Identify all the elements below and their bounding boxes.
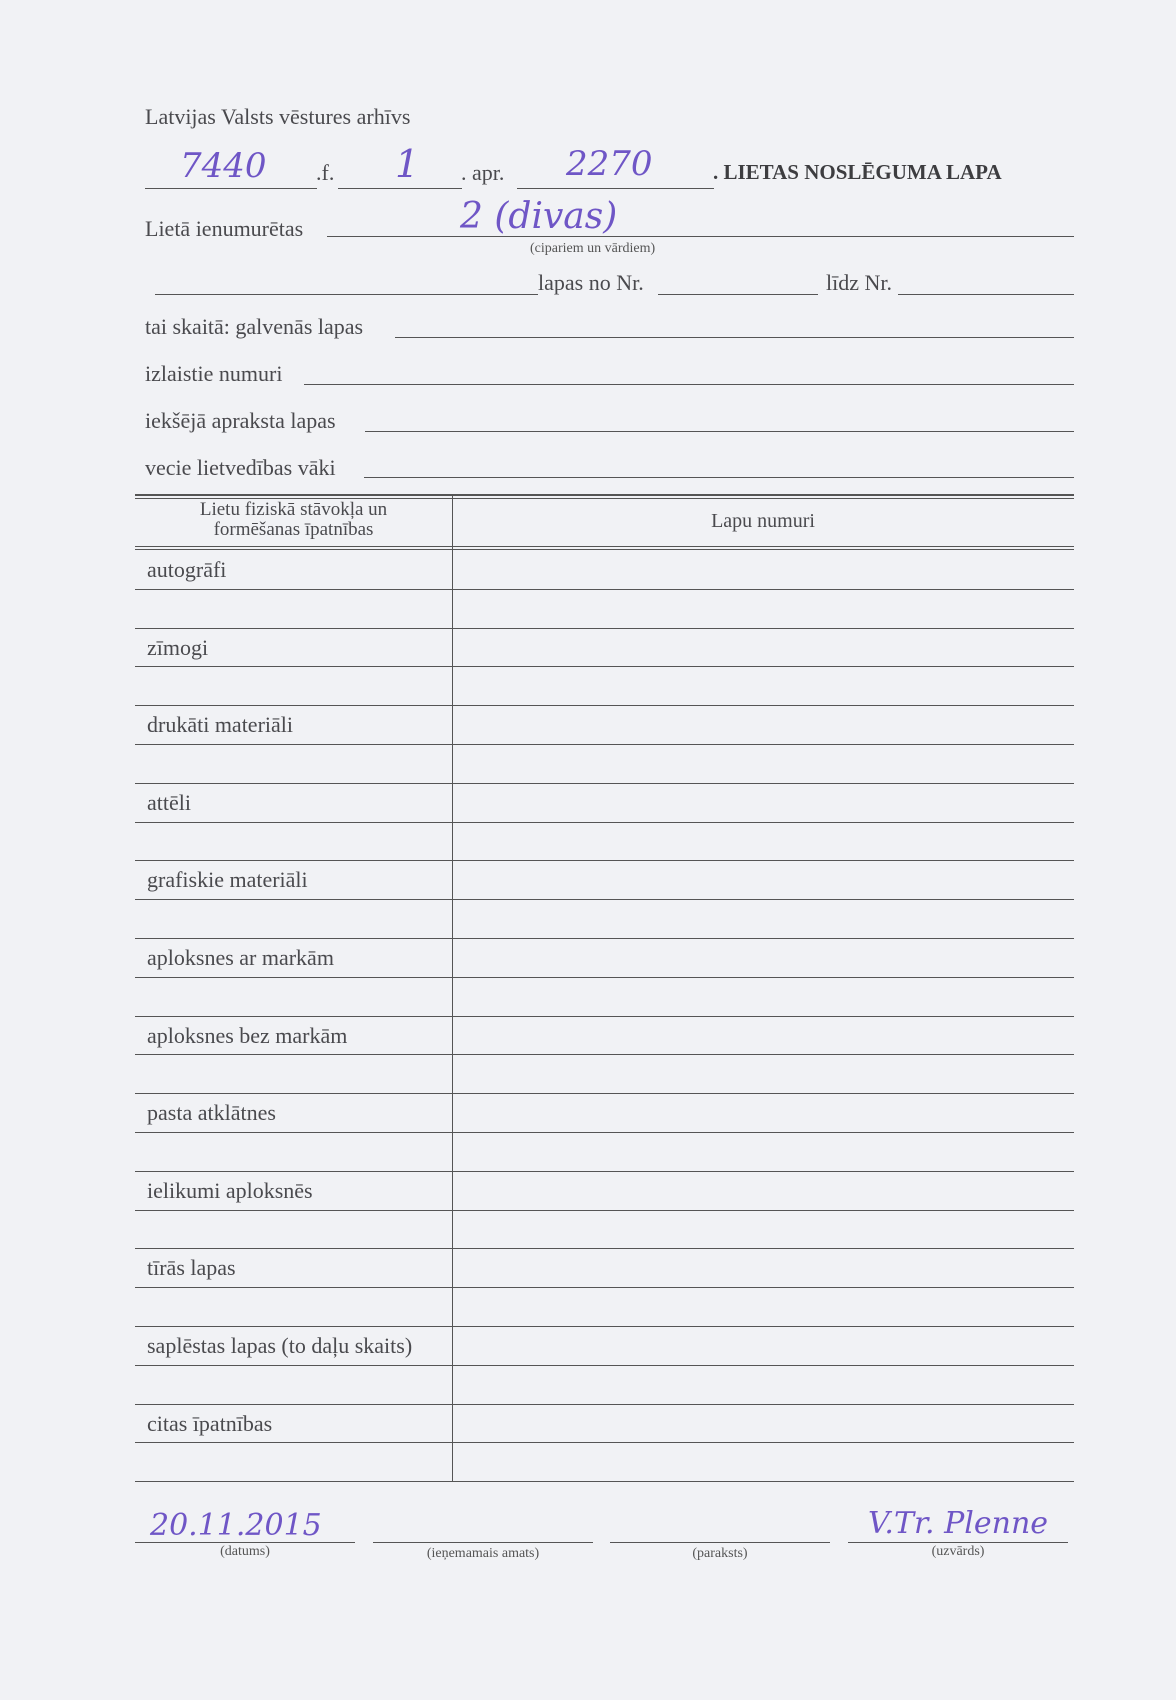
- table-row-line: [135, 1481, 1074, 1482]
- table-header-left-line1: Lietu fiziskā stāvokļa un: [199, 499, 388, 520]
- table-row-line: [135, 1171, 1074, 1172]
- table-row-line: [135, 1132, 1074, 1133]
- pages-count-line: [155, 294, 538, 295]
- field-old-covers-line: [364, 477, 1074, 478]
- numbered-line: [327, 236, 1074, 237]
- field-main-pages-line: [395, 337, 1074, 338]
- pages-from-label: lapas no Nr.: [538, 270, 644, 295]
- field-skipped-numbers-label: izlaistie numuri: [145, 361, 283, 386]
- table-header-right: Lapu numuri: [711, 510, 815, 532]
- numbered-label: Lietā ienumurētas: [145, 216, 304, 241]
- table-row-line: [135, 744, 1074, 745]
- table-row-line: [135, 1054, 1074, 1055]
- surname-value: V.Tr. Plenne: [868, 1506, 1049, 1541]
- inventory-value: 1: [395, 142, 420, 186]
- surname-line: [848, 1542, 1068, 1543]
- table-header-bottom: [135, 546, 1074, 550]
- table-row-line: [135, 666, 1074, 667]
- position-line: [373, 1542, 593, 1543]
- table-row-line: [135, 822, 1074, 823]
- case-value: 2270: [566, 144, 653, 184]
- table-row-label: ielikumi aploksnēs: [147, 1177, 313, 1203]
- table-row-line: [135, 977, 1074, 978]
- table-row-line: [135, 938, 1074, 939]
- table-row-label: grafiskie materiāli: [147, 867, 308, 893]
- table-row-label: saplēstas lapas (to daļu skaits): [147, 1333, 413, 1358]
- table-row-label: tīrās lapas: [147, 1255, 236, 1281]
- case-line: [517, 188, 714, 189]
- table-row-line: [135, 1248, 1074, 1249]
- field-skipped-numbers-line: [304, 384, 1074, 385]
- date-value: 20.11.2015: [150, 1508, 322, 1543]
- signature-line: [610, 1542, 830, 1543]
- surname-label: (uzvārds): [931, 1544, 985, 1559]
- inventory-line: [338, 188, 462, 189]
- table-row-line: [135, 1210, 1074, 1211]
- position-label: (ieņemamais amats): [426, 1546, 540, 1561]
- table-row-line: [135, 1365, 1074, 1366]
- table-row-label: drukāti materiāli: [147, 712, 293, 738]
- table-row-line: [135, 860, 1074, 861]
- pages-from-line: [658, 294, 818, 295]
- field-inventory-pages-label: iekšējā apraksta lapas: [145, 408, 336, 433]
- field-old-covers-label: vecie lietvedības vāki: [145, 455, 336, 480]
- signature-label: (paraksts): [692, 1546, 748, 1561]
- table-row-label: zīmogi: [147, 634, 209, 660]
- numbered-hint: (cipariem un vārdiem): [530, 241, 656, 256]
- table-row-label: aploksnes bez markām: [147, 1022, 348, 1048]
- table-column-divider: [452, 496, 453, 1482]
- table-row-label: autogrāfi: [147, 557, 227, 582]
- table-row-line: [135, 783, 1074, 784]
- date-line: [135, 1542, 355, 1543]
- table-row-line: [135, 1016, 1074, 1017]
- table-row-label: aploksnes ar markām: [147, 945, 334, 970]
- table-row-label: citas īpatnības: [147, 1410, 273, 1436]
- field-inventory-pages-line: [365, 431, 1074, 432]
- fund-value: 7440: [180, 146, 267, 186]
- doc-title: . LIETAS NOSLĒGUMA LAPA: [713, 160, 1002, 184]
- date-label: (datums): [220, 1544, 270, 1559]
- table-row-line: [135, 1326, 1074, 1327]
- archive-name: Latvijas Valsts vēstures arhīvs: [145, 104, 411, 129]
- field-main-pages-label: tai skaitā: galvenās lapas: [145, 314, 364, 339]
- table-row-line: [135, 899, 1074, 900]
- table-row-line: [135, 1093, 1074, 1094]
- table-row-line: [135, 1442, 1074, 1443]
- table-row-line: [135, 1287, 1074, 1288]
- table-row-line: [135, 705, 1074, 706]
- table-row-line: [135, 628, 1074, 629]
- table-row-label: pasta atklātnes: [147, 1100, 276, 1126]
- table-row-label: attēli: [147, 789, 191, 815]
- numbered-value: 2 (divas): [460, 196, 618, 237]
- table-header-left-line2: formēšanas īpatnības: [213, 519, 374, 540]
- table-row-line: [135, 1404, 1074, 1405]
- fund-suffix: .f.: [316, 160, 335, 185]
- inventory-suffix: . apr.: [461, 160, 505, 185]
- pages-to-label: līdz Nr.: [826, 270, 892, 295]
- table-row-line: [135, 589, 1074, 590]
- table-header-left: [135, 500, 452, 540]
- fund-line: [145, 188, 317, 189]
- pages-to-line: [898, 294, 1074, 295]
